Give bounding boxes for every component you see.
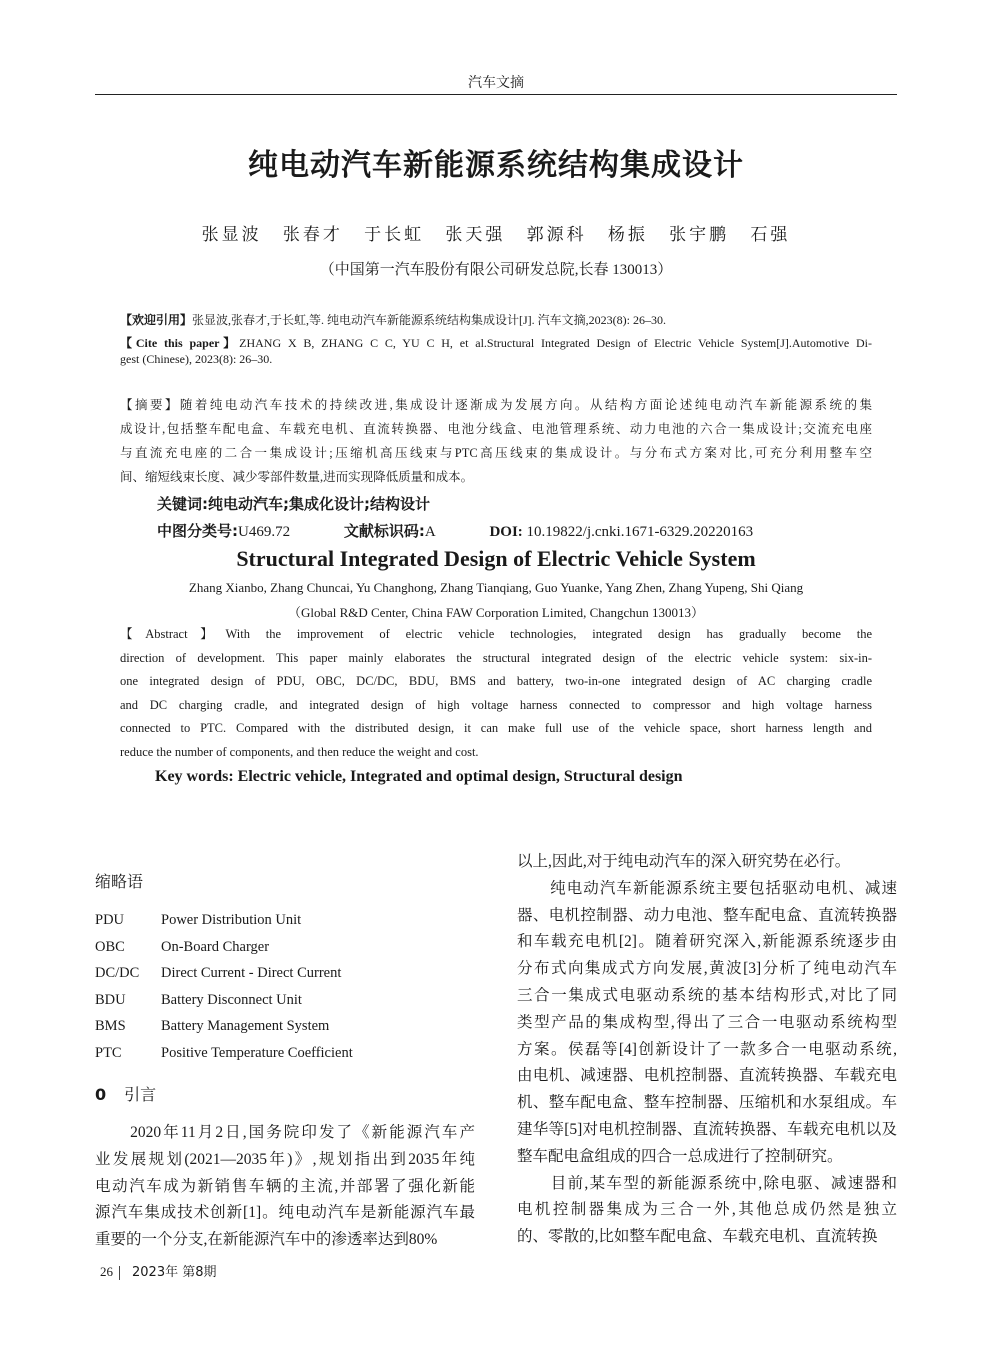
cite-cn bbox=[120, 312, 872, 328]
text-line: 业发展规划(2021—2035年)》,规划指出到2035年纯 bbox=[95, 1150, 475, 1168]
text-line: 电机控制器集成为三合一外,其他总成仍然是独立 bbox=[517, 1201, 897, 1219]
text-line: 方案。侯磊等[4]创新设计了一款多合一电驱动系统, bbox=[517, 1040, 897, 1058]
text-line: 重要的一个分支,在新能源汽车中的渗透率达到80% bbox=[95, 1231, 438, 1249]
authors: 张显波 张春才 于长虹 张天强 郭源科 杨振 张宇鹏 石强 bbox=[201, 225, 791, 244]
text-line: 整车配电盒组成的四合一总成进行了控制研究。 bbox=[517, 1147, 843, 1165]
doc-code-label: 文献标识码: bbox=[343, 522, 425, 540]
abbreviation: BDU bbox=[95, 991, 126, 1008]
left-column-body bbox=[95, 1120, 475, 1254]
text-line: 2020年11月2日,国务院印发了《新能源汽车产 bbox=[95, 1124, 475, 1141]
abstract-en bbox=[120, 623, 872, 765]
section-heading bbox=[95, 1082, 156, 1105]
abbreviation: PTC bbox=[95, 1044, 122, 1061]
text-line: 【Abstract】With the improvement of electric vehicle technologies, integrated design has gradually become the bbox=[120, 627, 872, 641]
english-affiliation: （Global R&D Center, China FAW Corporation Limited, Changchun 130013） bbox=[287, 605, 705, 620]
text-line: 器、电机控制器、动力电池、整车配电盒、直流转换器 bbox=[517, 906, 897, 924]
abbreviations-list bbox=[95, 907, 353, 1067]
abbreviation-full: Power Distribution Unit bbox=[161, 912, 302, 928]
page-footer bbox=[100, 1261, 217, 1280]
paper-title: 纯电动汽车新能源系统结构集成设计 bbox=[248, 148, 744, 183]
right-column-body bbox=[517, 849, 897, 1251]
text-line: 纯电动汽车新能源系统主要包括驱动电机、减速 bbox=[517, 879, 897, 897]
affiliation: （中国第一汽车股份有限公司研发总院,长春 130013） bbox=[319, 262, 673, 278]
abbreviation-full: Battery Disconnect Unit bbox=[161, 991, 302, 1008]
cite-cn-label: 【欢迎引用】 bbox=[120, 313, 193, 327]
text-line: 源汽车集成技术创新[1]。纯电动汽车是新能源汽车最 bbox=[95, 1204, 475, 1222]
text-line: 与直流充电座的二合一集成设计;压缩机高压线束与PTC高压线束的集成设计。与分布式方案对比,可充分利用整车空 bbox=[120, 446, 872, 460]
abbreviation-full: Battery Management System bbox=[161, 1018, 330, 1035]
clc-label: 中图分类号: bbox=[157, 522, 238, 540]
text-line: 机、整车配电盒、整车控制器、压缩机和水泵组成。车 bbox=[517, 1094, 897, 1112]
abbreviation-row bbox=[95, 934, 353, 961]
abbreviation-row bbox=[95, 960, 353, 987]
text-line: 三合一集成式电驱动系统的基本结构形式,对比了同 bbox=[517, 986, 897, 1004]
doc-code-value: A bbox=[424, 524, 436, 540]
keywords-cn: 关键词:纯电动汽车;集成化设计;结构设计 bbox=[157, 495, 430, 513]
footer-divider bbox=[119, 1266, 120, 1280]
classification bbox=[157, 520, 803, 541]
abbreviation: BMS bbox=[95, 1018, 126, 1035]
abbreviation-full: Direct Current - Direct Current bbox=[161, 965, 342, 982]
text-line: 建华等[5]对电机控制器、直流转换器、车载充电机以及 bbox=[517, 1120, 897, 1138]
text-line: one integrated design of PDU, OBC, DC/DC, BDU, BMS and battery, two-in-one integrated design of AC charging cradle bbox=[120, 674, 872, 689]
section-title: 引言 bbox=[124, 1085, 157, 1104]
header-rule bbox=[95, 94, 897, 95]
abbreviations-heading: 缩略语 bbox=[95, 872, 144, 891]
doi-label: DOI: bbox=[489, 524, 523, 540]
abbreviation: OBC bbox=[95, 938, 125, 955]
text-line: 和车载充电机[2]。随着研究深入,新能源系统逐步由 bbox=[517, 933, 897, 951]
text-line: 成设计,包括整车配电盒、车载充电机、直流转换器、电池分线盒、电池管理系统、动力电池的六合一集成设计;交流充电座 bbox=[120, 422, 872, 436]
issue-label: 2023年 第8期 bbox=[132, 1265, 217, 1280]
text-line: 【摘要】随着纯电动汽车技术的持续改进,集成设计逐渐成为发展方向。从结构方面论述纯电动汽车新能源系统的集 bbox=[120, 398, 872, 412]
cite-en-line: ZHANG X B, ZHANG C C, YU C H, et al.Structural Integrated Design of Electric Vehicle System[J].Automotive Di- bbox=[239, 336, 872, 350]
text-line: 间、缩短线束长度、减少零部件数量,进而实现降低质量和成本。 bbox=[120, 470, 474, 484]
abbreviation-row bbox=[95, 1013, 353, 1040]
abbreviation-full: On-Board Charger bbox=[161, 938, 270, 955]
section-number: 0 bbox=[95, 1085, 107, 1104]
abbreviation-full: Positive Temperature Coefficient bbox=[161, 1044, 353, 1061]
abstract-cn bbox=[120, 393, 872, 489]
keywords-en: Key words: Electric vehicle, Integrated and optimal design, Structural design bbox=[155, 768, 683, 785]
page-number: 26 bbox=[100, 1264, 113, 1279]
abbreviation-row bbox=[95, 1040, 353, 1067]
abbreviation-row bbox=[95, 907, 353, 934]
journal-header: 汽车文摘 bbox=[468, 75, 524, 91]
text-line: connected to PTC. Compared with the distributed design, it can make full use of the vehicle space, short harness length and bbox=[120, 721, 872, 736]
abbreviation-row bbox=[95, 987, 353, 1014]
text-line: 由电机、减速器、电机控制器、直流转换器、车载充电 bbox=[517, 1067, 897, 1085]
english-title: Structural Integrated Design of Electric Vehicle System bbox=[236, 546, 756, 571]
text-line: direction of development. This paper mainly elaborates the structural integrated design of the electric vehicle system: six-in- bbox=[120, 650, 872, 665]
text-line: 以上,因此,对于纯电动汽车的深入研究势在必行。 bbox=[517, 853, 851, 870]
text-line: and DC charging cradle, and integrated design of high voltage harness connected to compressor and high voltage harness bbox=[120, 697, 872, 712]
abbreviation: PDU bbox=[95, 912, 125, 928]
text-line: reduce the number of components, and then reduce the weight and cost. bbox=[120, 744, 479, 759]
cite-en-line: gest (Chinese), 2023(8): 26–30. bbox=[120, 352, 273, 366]
text-line: 的、零散的,比如整车配电盒、车载充电机、直流转换 bbox=[517, 1228, 878, 1246]
english-authors: Zhang Xianbo, Zhang Chuncai, Yu Changhong, Zhang Tianqiang, Guo Yuanke, Yang Zhen, Zhang Yupeng, Shi Qiang bbox=[188, 580, 804, 595]
cite-cn-text: 张显波,张春才,于长虹,等. 纯电动汽车新能源系统结构集成设计[J]. 汽车文摘,2023(8): 26–30. bbox=[192, 313, 667, 327]
clc-value: U469.72 bbox=[238, 524, 291, 540]
text-line: 类型产品的集成构型,得出了三合一电驱动系统构型 bbox=[517, 1013, 897, 1031]
cite-en bbox=[120, 335, 872, 367]
text-line: 电动汽车成为新销售车辆的主流,并部署了强化新能 bbox=[95, 1177, 475, 1195]
doi-value: 10.19822/j.cnki.1671-6329.20220163 bbox=[526, 524, 754, 540]
cite-en-label: 【Cite this paper】 bbox=[120, 336, 240, 350]
text-line: 分布式向集成式方向发展,黄波[3]分析了纯电动汽车 bbox=[517, 960, 897, 978]
abbreviation: DC/DC bbox=[95, 965, 140, 982]
text-line: 目前,某车型的新能源系统中,除电驱、减速器和 bbox=[517, 1174, 897, 1192]
